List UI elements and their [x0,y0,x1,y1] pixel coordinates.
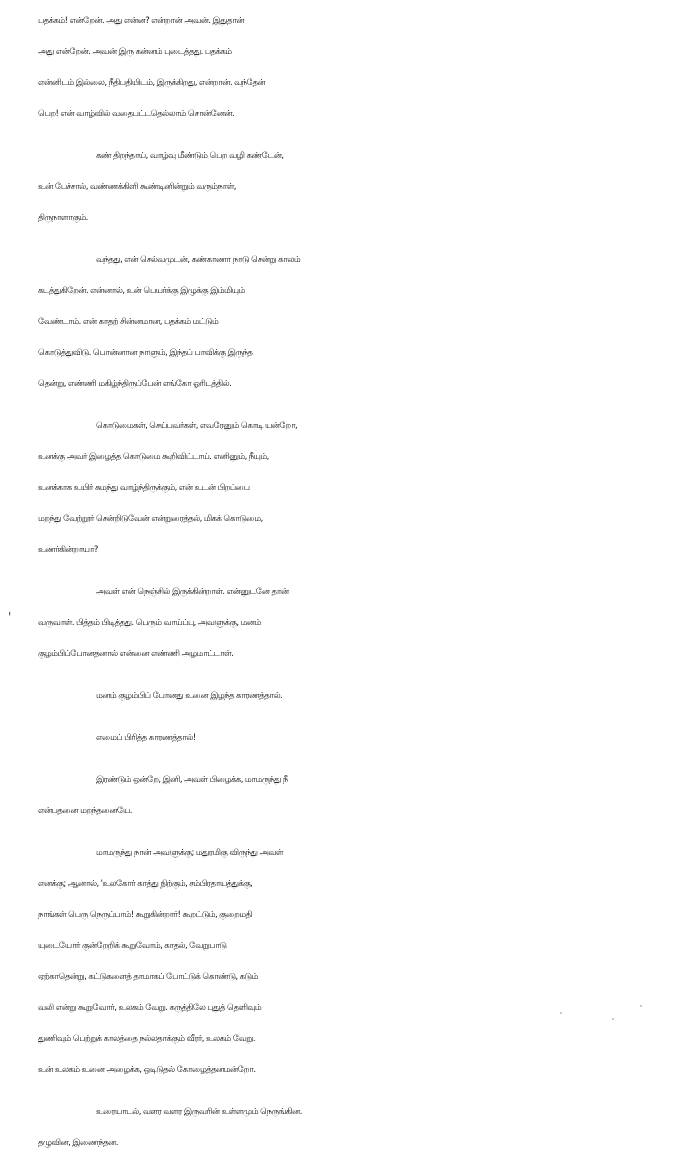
text-line: எமைப் பிரித்த காரணத்தால்! [96,733,196,743]
text-line: கண் திறந்தாய், வாழ்வு மீண்டும் பெற வழி கண்டேன், [96,151,284,161]
text-line: ஏற்காதென்று, கட்டுகளைத் தாமாகப் போட்டுக் கொண்டு, கடும் [38,972,258,982]
text-line: என்னிடம் இல்லை, நீதிபதியிடம், இருக்கிறது, என்றான். வந்தேன் [38,78,266,88]
paragraph [38,681,688,712]
paragraph [38,245,688,400]
text-line: கொடுமைகள், செய்பவர்கள், எவரேனும் கொடி யன்றோ, [96,421,298,431]
text-line: உன் உலகம் உனை அழைக்க, ஒடிடுதல் கோழைத்தனமன்றோ. [38,1065,256,1075]
text-line: கொடுத்துவிடு. பொன்னான நாளும், இந்தப் பாவிக்கு இருந்த [38,348,253,358]
text-line: கடத்துகிறேன். என்னால், உன் பெயர்க்கு இழுக்கு இம்மியும் [38,286,245,296]
paragraph [38,723,688,754]
text-line: தென்று, எண்ணி மகிழ்ந்திருப்பேன் எங்கோ ஓரிடத்தில். [38,379,232,389]
text-line: யுடையோர் குன்றேறிக் கூறுவோம், காதல், வேறுபாடு [38,941,227,951]
text-line: உரையாடல், வளர வளர இருவரின் உள்ளமும் நெருங்கின. [96,1107,302,1117]
text-line: வலி என்று கூறுவோர், உலகம் வேறு. கருத்திலே புதுத் தெளிவும் [38,1003,262,1013]
text-line: மனம் குழம்பிப் போனது உனை இழந்த காரணத்தால். [96,691,283,701]
text-line: எனக்கு; ஆனால், 'உலகோர் காத்து நிற்கும், சம்பிரதாயத்துக்கு, [38,879,253,889]
text-line: உனக்கு அவர் இழைத்த கொடுமை கூறிவிட்டாய். எனினும், நீயும், [38,452,269,462]
paragraph [38,838,688,1086]
text-line: பெற! என் வாழ்வில் வதைபட்டதெல்லாம் சொன்னேன். [38,109,235,119]
text-line: அவள் என் நெஞ்சில் இருக்கின்றாள். என்னுடனே தான் [96,587,289,597]
text-line: திருநாளாகும். [38,213,88,223]
text-line: உணர்கின்றாயா? [38,545,98,555]
text-line: நாங்கள் பெரு நெருப்பாம்! கூறுகின்றார்! கூறட்டும், குறைமதி [38,910,252,920]
stray-ink-mark: ' [8,610,12,624]
body-text [38,6,688,1159]
text-line: அது என்றேன். அவன் இரு கன்னம் புடைத்தது. பதக்கம் [38,47,232,57]
text-line: வேண்டாம். என் காதற் சின்னமான, பதக்கம் மட்டும் [38,317,219,327]
text-line: உன் பேச்சால், வண்ணக்கிளி கூண்டினின்றும் வரும்நாள், [38,182,236,192]
text-line: மாமருந்து நான் அவளுக்கு; மதுரமிகு விருந்து அவள் [96,848,283,858]
text-line: வந்தது, என் செல்வமுடன், கண்காணா நாடு சென்று காலம் [96,255,301,265]
text-line: துணிவும் பெற்றுக் காலத்தை நல்லதாக்கும் வீரர், உலகம் வேறு. [38,1034,255,1044]
paragraph [38,141,688,234]
paragraph [38,411,688,566]
paragraph [38,6,688,130]
paragraph [38,765,688,827]
text-line: தழுவின, இணைந்தன. [38,1138,118,1148]
text-line: என்பதனை மறந்தனையே. [38,806,132,816]
paragraph [38,1097,688,1159]
paragraph [38,577,688,670]
text-line: இரண்டும் ஒன்றே, இனி, அவள் பிழைக்க, மாமருந்து நீ [96,775,288,785]
text-line: குழம்பிப்போனதனால் என்னை எண்ணி அழமாட்டாள். [38,649,234,659]
text-line: உனக்காக உயிர் சுமந்து வாழ்ந்திருக்கும், என் உடன் பிறப்பை [38,483,250,493]
text-line: வருவாள். பித்தம் பிடித்தது. பெரும் வாய்ப்பு, அவளுக்கு, மனம் [38,618,261,628]
text-line: பதக்கம்! என்றேன். அது என்ன? என்றான் அவன். இதுதான் [38,16,245,26]
text-line: மறந்து வேற்றூர் சென்றிடுவேன் என்றுரைத்தல், மிகக் கொடுமை, [38,514,263,524]
